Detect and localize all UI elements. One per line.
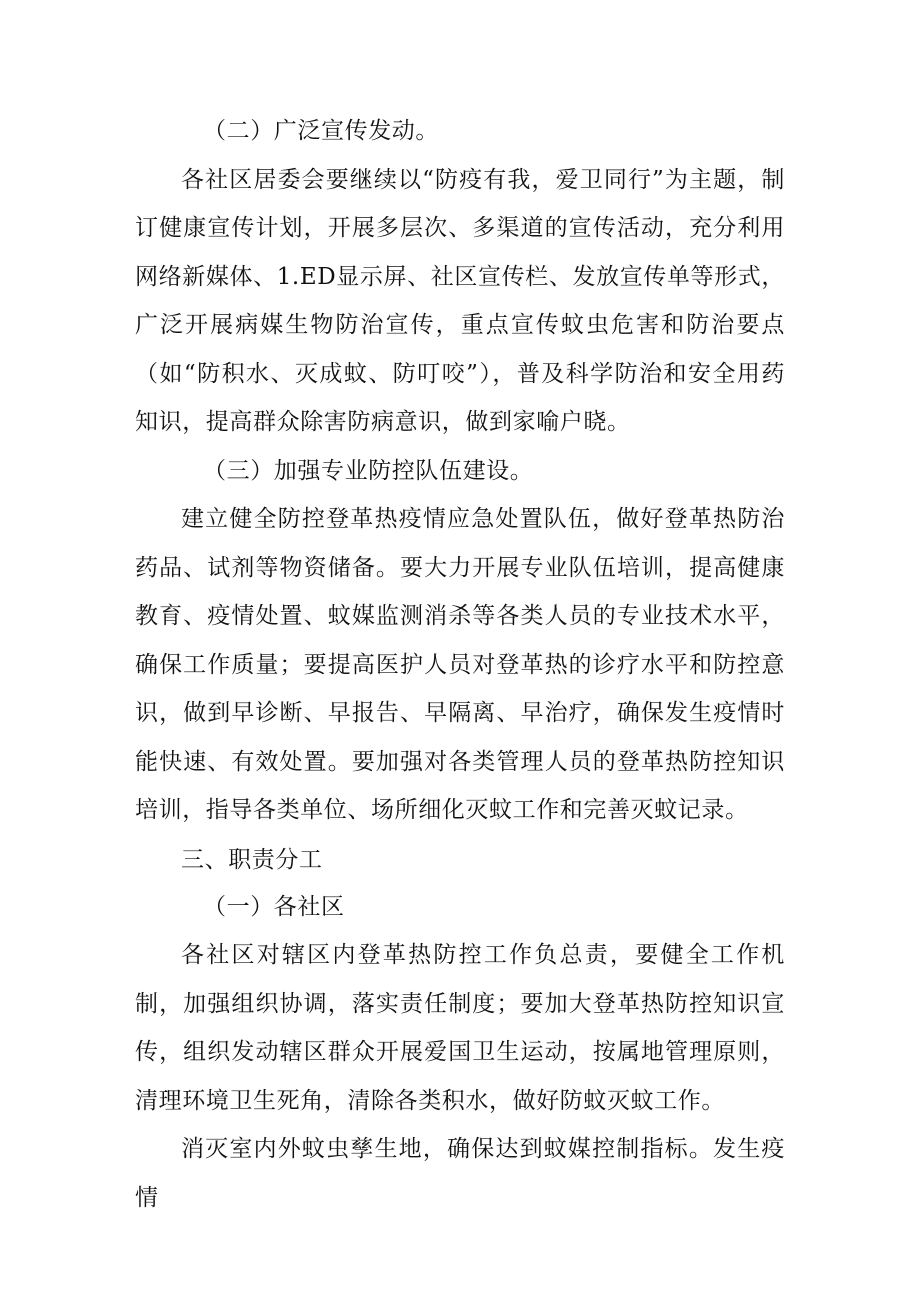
subsection-heading-team-building: （三）加强专业防控队伍建设。: [203, 457, 534, 484]
paragraph-communities-continued: 消灭室内外蚊虫孳生地，确保达到蚊媒控制指标。发生疫情: [135, 1136, 785, 1211]
document-body: [135, 107, 785, 1222]
paragraph-communities-duties: 各社区对辖区内登革热防控工作负总责，要健全工作机制，加强组织协调，落实责任制度；要加大登革热防控知识宣传，组织发动辖区群众开展爱国卫生运动，按属地管理原则，清理环境卫生死角，清除各类积水，做好防蚊灭蚊工作。: [135, 942, 785, 1114]
section-heading-responsibilities: 三、职责分工: [181, 846, 323, 873]
paragraph-team-building: 建立健全防控登革热疫情应急处置队伍，做好登革热防治药品、试剂等物资储备。要大力开展专业队伍培训，提高健康教育、疫情处置、蚊媒监测消杀等各类人员的专业技术水平，确保工作质量；要提高医护人员对登革热的诊疗水平和防控意识，做到早诊断、早报告、早隔离、早治疗，确保发生疫情时能快速、有效处置。要加强对各类管理人员的登革热防控知识培训，指导各类单位、场所细化灭蚊工作和完善灭蚊记录。: [135, 506, 785, 823]
subsection-heading-communities: （一）各社区: [203, 893, 345, 920]
paragraph-publicity: 各社区居委会要继续以“防疫有我，爱卫同行”为主题，制订健康宣传计划，开展多层次、多渠道的宣传活动，充分利用网络新媒体、1.ED显示屏、社区宣传栏、发放宣传单等形式，广泛开展病媒生物防治宣传，重点宣传蚊虫危害和防治要点（如“防积水、灭成蚊、防叮咬”），普及科学防治和安全用药知识，提高群众除害防病意识，做到家喻户晓。: [135, 166, 785, 435]
subsection-heading-publicity: （二）广泛宣传发动。: [203, 118, 439, 144]
